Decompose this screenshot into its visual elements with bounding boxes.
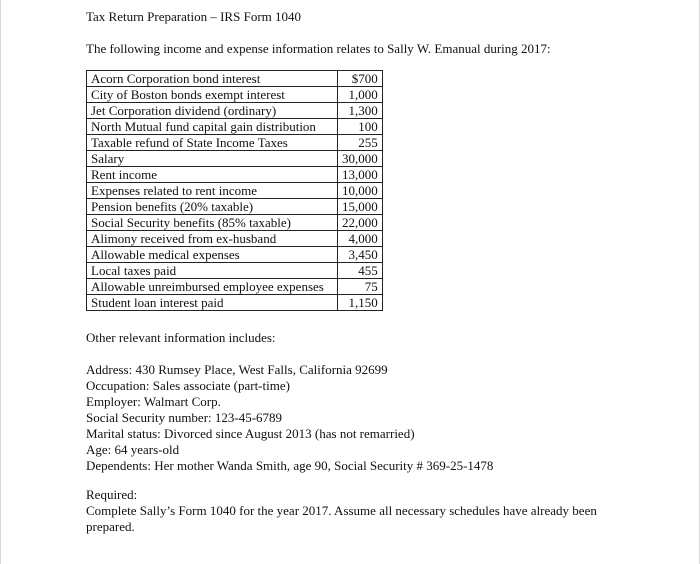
row-label: Student loan interest paid — [87, 295, 338, 311]
row-label: Rent income — [87, 167, 338, 183]
table-row — [87, 215, 383, 231]
row-label: Allowable medical expenses — [87, 247, 338, 263]
required-text: Complete Sally’s Form 1040 for the year 2017. Assume all necessary schedules have already been prepared. — [86, 503, 597, 534]
other-info-heading: Other relevant information includes: — [86, 330, 276, 345]
income-expense-table — [86, 70, 383, 311]
row-amount: 1,000 — [338, 87, 383, 103]
table-row — [87, 151, 383, 167]
row-label: Local taxes paid — [87, 263, 338, 279]
table-row — [87, 279, 383, 295]
detail-employer: Employer: Walmart Corp. — [86, 394, 221, 409]
row-amount: 1,300 — [338, 103, 383, 119]
table-row — [87, 295, 383, 311]
table-row — [87, 231, 383, 247]
row-amount: 255 — [338, 135, 383, 151]
row-amount: 22,000 — [338, 215, 383, 231]
row-label: City of Boston bonds exempt interest — [87, 87, 338, 103]
row-amount: $700 — [338, 71, 383, 87]
table-row — [87, 183, 383, 199]
table-row — [87, 167, 383, 183]
row-label: Expenses related to rent income — [87, 183, 338, 199]
required-heading: Required: — [86, 487, 138, 502]
table-row — [87, 119, 383, 135]
page-left-edge — [0, 0, 1, 564]
row-amount: 15,000 — [338, 199, 383, 215]
row-label: Allowable unreimbursed employee expenses — [87, 279, 338, 295]
required-section — [86, 487, 606, 535]
row-label: Social Security benefits (85% taxable) — [87, 215, 338, 231]
row-amount: 100 — [338, 119, 383, 135]
detail-marital-status: Marital status: Divorced since August 2013 (has not remarried) — [86, 426, 415, 441]
detail-occupation: Occupation: Sales associate (part-time) — [86, 378, 290, 393]
row-amount: 10,000 — [338, 183, 383, 199]
table-row — [87, 87, 383, 103]
table-row — [87, 135, 383, 151]
row-amount: 75 — [338, 279, 383, 295]
row-label: Jet Corporation dividend (ordinary) — [87, 103, 338, 119]
row-amount: 13,000 — [338, 167, 383, 183]
row-label: Salary — [87, 151, 338, 167]
row-amount: 4,000 — [338, 231, 383, 247]
row-amount: 30,000 — [338, 151, 383, 167]
row-amount: 3,450 — [338, 247, 383, 263]
row-label: Acorn Corporation bond interest — [87, 71, 338, 87]
row-label: Taxable refund of State Income Taxes — [87, 135, 338, 151]
detail-address: Address: 430 Rumsey Place, West Falls, California 92699 — [86, 362, 388, 377]
row-label: Alimony received from ex-husband — [87, 231, 338, 247]
table-row — [87, 199, 383, 215]
table-row — [87, 263, 383, 279]
document-title: Tax Return Preparation – IRS Form 1040 — [86, 9, 302, 24]
row-label: North Mutual fund capital gain distribution — [87, 119, 338, 135]
row-label: Pension benefits (20% taxable) — [87, 199, 338, 215]
table-row — [87, 103, 383, 119]
detail-dependents: Dependents: Her mother Wanda Smith, age 90, Social Security # 369-25-1478 — [86, 458, 494, 473]
table-row — [87, 71, 383, 87]
intro-text: The following income and expense information relates to Sally W. Emanual during 2017: — [86, 41, 551, 56]
row-amount: 455 — [338, 263, 383, 279]
details-block — [86, 362, 493, 474]
table-row — [87, 247, 383, 263]
row-amount: 1,150 — [338, 295, 383, 311]
detail-age: Age: 64 years-old — [86, 442, 180, 457]
detail-ssn: Social Security number: 123-45-6789 — [86, 410, 283, 425]
